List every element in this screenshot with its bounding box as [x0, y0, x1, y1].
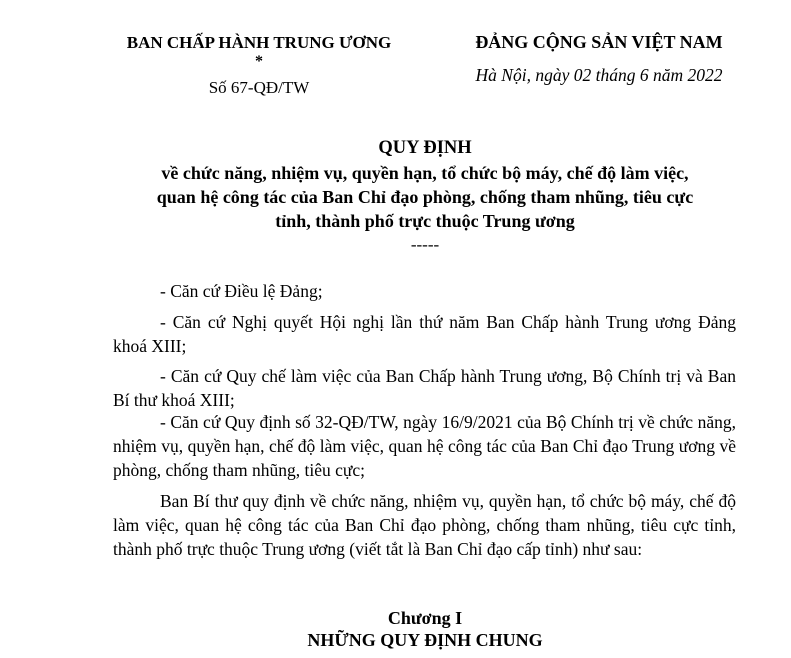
basis-item: - Căn cứ Quy chế làm việc của Ban Chấp hành Trung ương, Bộ Chính trị và Ban Bí thư khoá XIII;: [113, 366, 736, 410]
issuer-star-mark: *: [255, 53, 263, 70]
place-and-date: Hà Nội, ngày 02 tháng 6 năm 2022: [475, 65, 723, 85]
party-name: ĐẢNG CỘNG SẢN VIỆT NAM: [475, 32, 723, 52]
chapter-number: Chương I: [387, 608, 463, 628]
chapter-title: NHỮNG QUY ĐỊNH CHUNG: [307, 630, 543, 650]
document-title: QUY ĐỊNH: [378, 138, 472, 158]
title-subject-line-1: về chức năng, nhiệm vụ, quyền hạn, tổ chức bộ máy, chế độ làm việc,: [161, 163, 689, 183]
issuer-name: BAN CHẤP HÀNH TRUNG ƯƠNG: [126, 33, 392, 52]
title-subject-line-3: tỉnh, thành phố trực thuộc Trung ương: [275, 211, 575, 231]
basis-item: - Căn cứ Điều lệ Đảng;: [160, 281, 323, 301]
title-subject-line-2: quan hệ công tác của Ban Chỉ đạo phòng, chống tham nhũng, tiêu cực: [156, 187, 694, 207]
document-number: Số 67-QĐ/TW: [208, 78, 310, 97]
title-separator: -----: [410, 235, 440, 254]
basis-item: - Căn cứ Nghị quyết Hội nghị lần thứ năm Ban Chấp hành Trung ương Đảng khoá XIII;: [113, 312, 736, 356]
preamble-paragraph: Ban Bí thư quy định về chức năng, nhiệm vụ, quyền hạn, tổ chức bộ máy, chế độ làm việc, quan hệ công tác của Ban Chỉ đạo phòng, chống tham nhũng, tiêu cực tỉnh, thành phố trực thuộc Trung ương (viết tắt là Ban Chỉ đạo cấp tỉnh) như sau:: [113, 491, 736, 559]
basis-item: - Căn cứ Quy định số 32-QĐ/TW, ngày 16/9/2021 của Bộ Chính trị về chức năng, nhiệm vụ, quyền hạn, chế độ làm việc, quan hệ công tác của Ban Chỉ đạo Trung ương về phòng, chống tham nhũng, tiêu cực;: [113, 412, 736, 480]
